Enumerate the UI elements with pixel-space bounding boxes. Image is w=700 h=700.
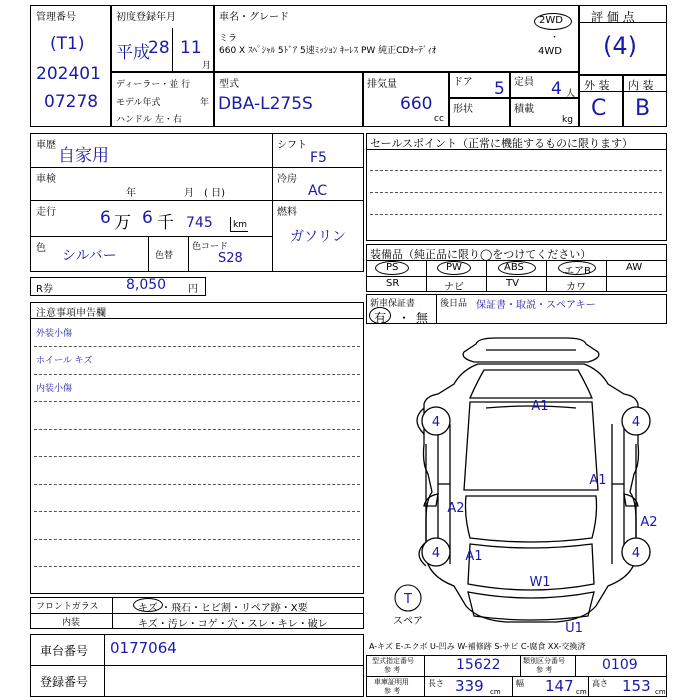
damage-mark: A1: [465, 549, 483, 564]
ac-value: AC: [308, 183, 328, 199]
warranty-label: 新車保証書: [370, 299, 416, 309]
width-unit: cm: [576, 688, 587, 696]
damage-mark: A2: [640, 515, 658, 530]
color-change-label: 色替: [155, 251, 174, 261]
color-label: 色: [36, 243, 46, 254]
history-label: 車歴: [36, 140, 56, 151]
equip-ps: PS: [386, 262, 399, 273]
car-diagram: [366, 324, 667, 638]
load-label: 積載: [514, 104, 534, 115]
damage-mark: W1: [529, 575, 551, 590]
drive-dot: ・: [550, 33, 560, 43]
spare-label: スペア: [393, 616, 423, 627]
width-value: 147: [545, 677, 574, 695]
front-glass-value: ・飛石・ヒビ割・リペア跡・X要: [161, 603, 308, 614]
note-line: 外装小傷: [36, 329, 73, 339]
mileage-10k-unit: 万: [114, 213, 131, 233]
registration-label: 登録番号: [40, 675, 89, 689]
color-code-value: S28: [218, 251, 243, 266]
equip-navi: ナビ: [444, 282, 464, 293]
door-label: ドア: [453, 77, 473, 88]
rating-value: (4): [603, 32, 637, 60]
note-line: ホイール キズ: [36, 356, 93, 366]
capacity-label: 定員: [514, 77, 534, 88]
notes-rule-line: [34, 429, 360, 430]
capacity-value: 4: [551, 79, 562, 99]
notes-rule-line: [34, 456, 360, 457]
equip-pw: PW: [446, 262, 462, 273]
category-label: 類別区分番号: [523, 657, 565, 665]
drive-2wd: 2WD: [539, 15, 563, 26]
model-year-unit: 年: [200, 98, 210, 108]
front-glass-circled: キズ: [138, 603, 158, 614]
after-items-label: 後日品: [440, 299, 468, 309]
model-year-label: モデル年式: [116, 98, 161, 108]
ac-label: 冷房: [277, 174, 297, 185]
mileage-1k: 6: [142, 208, 153, 228]
first-reg-era: 平成: [116, 43, 150, 63]
drive-4wd: 4WD: [538, 46, 562, 57]
shift-label: シフト: [277, 140, 307, 151]
height-unit: cm: [655, 688, 666, 696]
tire-mark: 4: [431, 415, 441, 430]
interior-condition-label: 内装: [62, 618, 81, 628]
category-value: 0109: [602, 657, 638, 673]
color-code-label: 色コード: [192, 242, 229, 252]
length-value: 339: [455, 677, 484, 695]
mileage-label: 走行: [36, 207, 56, 218]
notes-rule-line: [34, 484, 360, 485]
car-name: ミラ: [219, 34, 238, 44]
first-reg-month: 11: [180, 38, 202, 58]
capacity-unit: 人: [566, 89, 576, 99]
mgmt-prefix: (T1): [50, 34, 85, 54]
displacement-unit: cc: [434, 114, 444, 124]
notes-rule-line: [34, 346, 360, 347]
mileage-10k: 6: [100, 208, 111, 228]
interior-label: 内 装: [628, 79, 654, 92]
type-no-label-ref: 参 考: [384, 666, 401, 674]
after-items-value: 保証書・取説・スペアキー: [476, 300, 596, 311]
chassis-label: 車台番号: [40, 644, 89, 658]
category-label-ref: 参 考: [536, 666, 553, 674]
mgmt-number-2: 07278: [44, 92, 99, 112]
tire-mark: 4: [431, 546, 441, 561]
interior-condition-value: キズ・汚レ・コゲ・穴・スレ・キレ・破レ: [138, 619, 328, 630]
shape-label: 形状: [453, 104, 473, 115]
width-label: 幅: [516, 679, 524, 688]
recycle-value: 8,050: [126, 277, 167, 293]
exterior-label: 外 装: [584, 79, 610, 92]
sales-points-label: セールスポイント（正常に機能するものに限ります）: [370, 137, 634, 150]
cert-label: 車庫証明用: [374, 678, 409, 686]
equipment-label: 装備品（純正品に限り◯をつけてください）: [370, 248, 592, 261]
dealer-label: ディーラー・並 行: [116, 80, 191, 90]
inspection-day: ( 日): [204, 188, 225, 199]
history-value: 自家用: [58, 146, 109, 166]
height-value: 153: [622, 677, 651, 695]
damage-mark: A1: [531, 399, 549, 414]
damage-mark: A1: [589, 473, 607, 488]
first-reg-month-unit: 月: [202, 61, 212, 71]
color-value: シルバー: [62, 248, 117, 264]
notes-label: 注意事項申告欄: [36, 308, 106, 319]
damage-mark: A2: [447, 501, 465, 516]
recycle-label: R券: [36, 284, 53, 295]
inspection-label: 車検: [36, 174, 56, 185]
fuel-value: ガソリン: [290, 229, 346, 245]
notes-rule-line: [34, 539, 360, 540]
warranty-yes: 有: [374, 311, 387, 325]
mgmt-number-1: 202401: [36, 64, 101, 84]
car-grade: 660 X ｽﾍﾟｼｬﾙ 5ﾄﾞｱ 5速ﾐｯｼｮﾝ ｷｰﾚｽ PW 純正CDｵｰﾃﾞｨｵ: [219, 46, 437, 56]
mileage-unit: km: [233, 220, 247, 230]
equip-leather: カワ: [566, 282, 586, 293]
inspection-month: 月: [184, 188, 194, 199]
equip-tv: TV: [506, 278, 519, 289]
notes-rule-line: [34, 566, 360, 567]
load-unit: kg: [562, 115, 573, 125]
shift-value: F5: [310, 150, 327, 166]
displacement-value: 660: [400, 94, 433, 114]
damage-legend: A-キズ E-エクボ U-凹み W-補修跡 S-サビ C-腐食 XX-交換済: [369, 642, 586, 651]
handle-label: ハンドル 左・右: [116, 115, 182, 125]
notes-rule-line: [34, 511, 360, 512]
mileage-1k-unit: 千: [157, 213, 174, 233]
length-unit: cm: [490, 688, 501, 696]
interior-grade: B: [635, 96, 651, 121]
notes-rule-line: [34, 401, 360, 402]
length-label: 長さ: [428, 679, 444, 688]
chassis-value: 0177064: [110, 639, 177, 657]
recycle-box: [30, 277, 206, 296]
inspection-year: 年: [126, 188, 136, 199]
mileage-rest: 745: [186, 215, 213, 231]
displacement-label: 排気量: [367, 79, 397, 90]
first-reg-label: 初度登録年月: [116, 12, 176, 23]
cert-label-ref: 参 考: [384, 687, 401, 695]
equip-aw: AW: [626, 262, 643, 273]
door-value: 5: [494, 79, 505, 99]
front-glass-label: フロントガラス: [36, 602, 99, 612]
equip-abs: ABS: [504, 262, 524, 273]
warranty-sep: ・: [398, 311, 411, 325]
spare-mark: T: [404, 592, 412, 607]
type-no-label: 型式指定番号: [372, 657, 414, 665]
notes-rule-line: [34, 374, 360, 375]
name-grade-label: 車名・グレード: [219, 12, 289, 23]
type-no-value: 15622: [456, 657, 501, 673]
warranty-no: 無: [416, 311, 429, 325]
type-value: DBA-L275S: [218, 94, 313, 114]
damage-mark: U1: [565, 621, 583, 636]
tire-mark: 4: [631, 546, 641, 561]
recycle-unit: 円: [188, 284, 198, 295]
mgmt-label: 管理番号: [36, 12, 76, 23]
note-line: 内装小傷: [36, 384, 73, 394]
rating-label: 評 価 点: [591, 10, 635, 24]
fuel-label: 燃料: [277, 207, 297, 218]
equip-airbag: エアB: [564, 266, 591, 277]
height-label: 高さ: [592, 679, 608, 688]
type-label: 型式: [219, 79, 239, 90]
first-reg-year: 28: [148, 38, 170, 58]
exterior-grade: C: [591, 96, 607, 121]
tire-mark: 4: [631, 415, 641, 430]
equip-sr: SR: [386, 278, 400, 289]
